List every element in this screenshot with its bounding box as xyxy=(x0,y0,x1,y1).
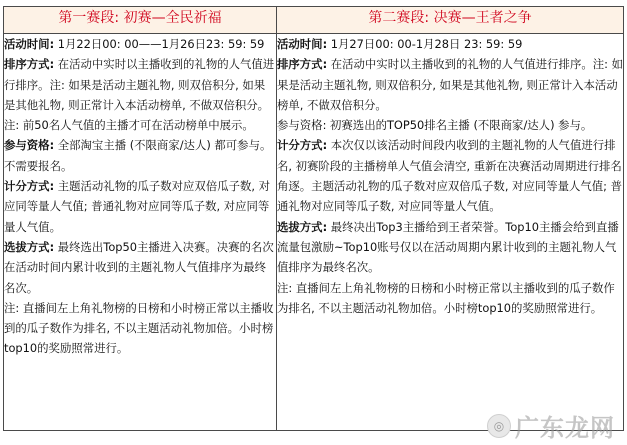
rule-text: 参与资格: 初赛选出的TOP50排名主播 (不限商家/达人) 参与。 xyxy=(277,118,593,133)
rule-label: 计分方式: xyxy=(4,179,55,194)
rule-label: 选拔方式: xyxy=(277,219,328,234)
rule-label: 参与资格: xyxy=(4,138,55,153)
rule-text: 全部淘宝主播 (不限商家/达人) 都可参与。不需要报名。 xyxy=(4,138,272,173)
stage-2-sort-block xyxy=(277,54,623,115)
rule-text: 在活动中实时以主播收到的礼物的人气值进行排序。注: 如果是活动主题礼物, 则双倍积分, 如果是其他礼物, 则正常计入本活动榜单, 不做双倍积分。 xyxy=(277,57,623,112)
stage-body-row xyxy=(4,34,624,431)
rule-text: 1月27日00: 00-1月28日 23: 59: 59 xyxy=(327,37,523,51)
rule-text: 最终选出Top50主播进入决赛。决赛的名次在活动时间内累计收到的主题礼物人气值排序为最终名次。 xyxy=(4,239,274,295)
stage-2-title: 第二赛段: 决赛—王者之争 xyxy=(277,7,624,34)
stage-1-rules xyxy=(4,34,277,431)
rule-text: 主题活动礼物的瓜子数对应双倍瓜子数, 对应同等量人气值; 普通礼物对应同等瓜子数, 对应同等量人气值。 xyxy=(4,179,271,234)
rule-text: 最终决出Top3主播给到王者荣誉。Top10主播会给到直播流量包激励~Top10账号仅以在活动周期内累计收到的主题礼物人气值排序为最终名次。 xyxy=(277,219,619,275)
rule-label: 选拔方式: xyxy=(4,239,55,254)
rule-text: 1月22日00: 00——1月26日23: 59: 59 xyxy=(54,37,265,51)
rule-text: 在活动中实时以主播收到的礼物的人气值进行排序。注: 如果是活动主题礼物, 则双倍积分, 如果是其他礼物, 则正常计入本活动榜单, 不做双倍积分。注: 前50名人气值的主播才可在活动榜单中展示。 xyxy=(4,57,275,133)
rule-label: 排序方式: xyxy=(277,57,328,72)
stage-1-selection-block xyxy=(4,237,276,298)
rule-label: 活动时间: xyxy=(277,37,328,51)
stage-1-time-block xyxy=(4,34,276,54)
rule-label: 计分方式: xyxy=(277,138,328,153)
stage-1-title: 第一赛段: 初赛—全民祈福 xyxy=(4,7,277,34)
stage-2-selection-block xyxy=(277,217,623,278)
globe-logo-icon: ◎ xyxy=(487,414,511,438)
stage-1-note-block xyxy=(4,298,276,359)
stage-header-row xyxy=(4,7,624,34)
stage-2-scoring-block xyxy=(277,135,623,216)
stage-2-time-block xyxy=(277,34,623,54)
stage-rules-table xyxy=(3,6,624,431)
stage-2-rules xyxy=(277,34,624,431)
rule-label: 活动时间: xyxy=(4,37,55,51)
watermark-text: 广东龙网 xyxy=(515,414,615,442)
stage-1-scoring-block xyxy=(4,176,276,237)
stage-2-eligibility-block xyxy=(277,115,623,135)
site-watermark xyxy=(487,408,615,443)
stage-2-note-block xyxy=(277,278,623,319)
stage-1-sort-block xyxy=(4,54,276,135)
rule-text: 注: 直播间左上角礼物榜的日榜和小时榜正常以主播收到的瓜子数作为排名, 不以主题活动礼物加倍。小时榜top10的奖励照常进行。 xyxy=(277,280,615,315)
stage-1-eligibility-block xyxy=(4,135,276,176)
rule-label: 排序方式: xyxy=(4,57,55,72)
rule-text: 注: 直播间左上角礼物榜的日榜和小时榜正常以主播收到的瓜子数作为排名, 不以主题活动礼物加倍。小时榜top10的奖励照常进行。 xyxy=(4,300,274,356)
rule-text: 本次仅以该活动时间段内收到的主题礼物的人气值进行排名, 初赛阶段的主播榜单人气值会清空, 重新在决赛活动周期进行排名角逐。主题活动礼物的瓜子数对应双倍瓜子数, 对应同等量人气值; 普通礼物对应同等瓜子数, 对应同等量人气值。 xyxy=(277,138,623,214)
